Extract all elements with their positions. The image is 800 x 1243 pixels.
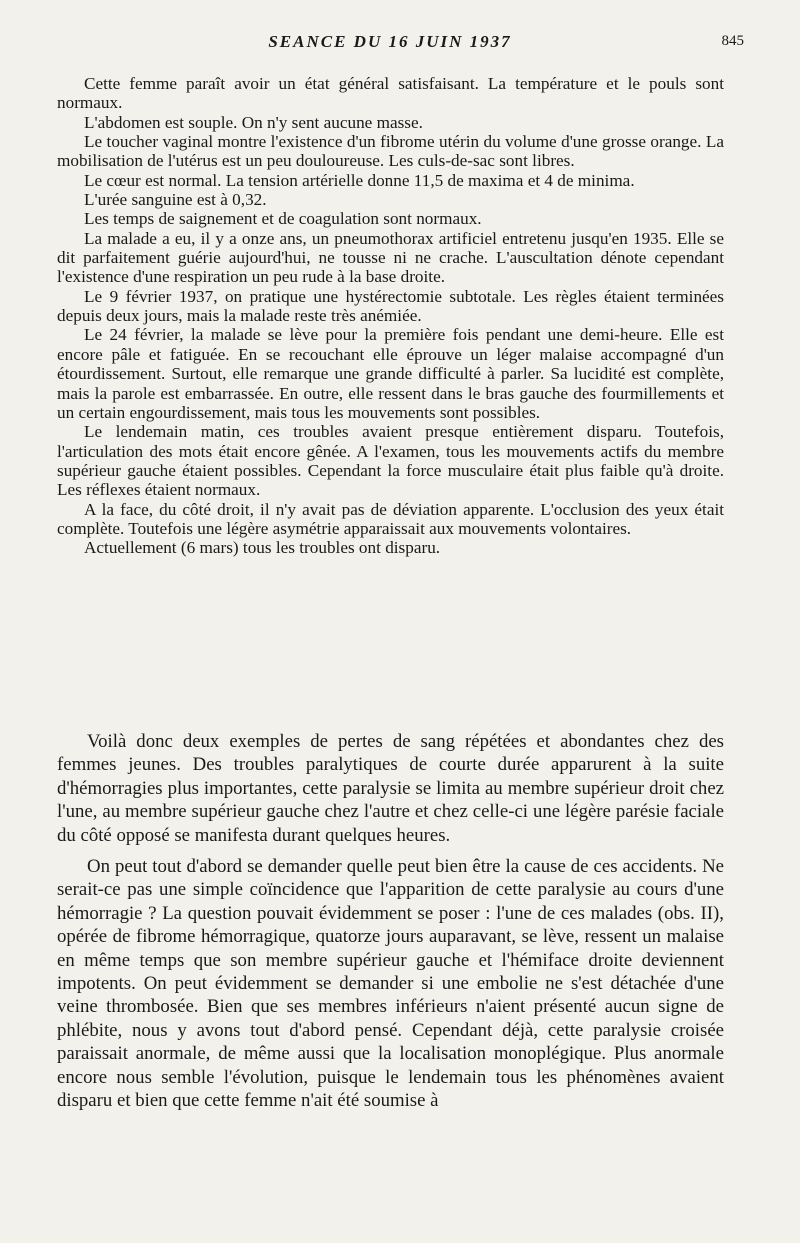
running-title: SEANCE DU 16 JUIN 1937 (268, 32, 512, 51)
case-paragraph: Le cœur est normal. La tension artérielle donne 11,5 de maxima et 4 de minima. (84, 170, 635, 190)
case-report-section (57, 74, 724, 558)
case-paragraph: Le 9 février 1937, on pratique une hystérectomie subtotale. Les règles étaient terminées depuis deux jours, mais la malade reste très anémiée. (57, 286, 724, 326)
case-paragraph: Le lendemain matin, ces troubles avaient presque entièrement disparu. Toutefois, l'articulation des mots était encore gênée. A l'examen, tous les mouvements actifs du membre supérieur gauche étaient possibles. Cependant la force musculaire était plus faible qu'à droite. Les réflexes étaient normaux. (57, 422, 724, 500)
discussion-paragraph: On peut tout d'abord se demander quelle peut bien être la cause de ces accidents. Ne serait-ce pas une simple coïncidence que l'apparition de cette paralysie au cours d'une hémorragie ? La question pouvait évidemment se poser : l'une de ces malades (obs. II), opérée de fibrome hémorragique, quatorze jours auparavant, se lève, ressent un malaise en même temps que son membre supérieur gauche et l'hémiface droite deviennent impotents. On peut évidemment se demander si une embolie ne s'est détachée d'une veine thrombosée. Bien que ses membres inférieurs n'aient présenté aucun signe de phlébite, nous y avons tout d'abord pensé. Cependant déjà, cette paralysie croisée paraissait anormale, de même aussi que la localisation monoplégique. Plus anormale encore nous semble l'évolution, puisque le lendemain tous les phénomènes avaient disparu et bien que cette femme n'ait été soumise à (57, 856, 724, 1112)
case-paragraph: Le toucher vaginal montre l'existence d'un fibrome utérin du volume d'une grosse orange. La mobilisation de l'utérus est un peu douloureuse. Les culs-de-sac sont libres. (57, 132, 724, 171)
discussion-section (57, 730, 724, 1113)
case-paragraph: La malade a eu, il y a onze ans, un pneumothorax artificiel entretenu jusqu'en 1935. Elle se dit parfaitement guérie aujourd'hui, ne tousse ni ne crache. L'auscultation dénote cependant l'existence d'une respiration un peu rude à la base droite. (57, 228, 724, 287)
page-number: 845 (721, 33, 744, 49)
case-paragraph: L'urée sanguine est à 0,32. (84, 190, 267, 210)
case-paragraph: Cette femme paraît avoir un état général satisfaisant. La température et le pouls sont normaux. (57, 74, 724, 113)
running-header (0, 32, 800, 56)
case-paragraph: A la face, du côté droit, il n'y avait pas de déviation apparente. L'occlusion des yeux était complète. Toutefois une légère asymétrie apparaissait aux mouvements volontaires. (57, 499, 724, 538)
discussion-paragraph: Voilà donc deux exemples de pertes de sang répétées et abondantes chez des femmes jeunes. Des troubles paralytiques de courte durée apparurent à la suite d'hémorragies plus importantes, cette paralysie se limita au membre supérieur droit chez l'une, au membre supérieur gauche chez l'autre et chez celle-ci une légère parésie faciale du côté opposé se manifesta durant quelques heures. (57, 731, 724, 846)
case-paragraph: L'abdomen est souple. On n'y sent aucune masse. (84, 112, 423, 132)
case-paragraph: Actuellement (6 mars) tous les troubles ont disparu. (84, 538, 441, 558)
case-paragraph: Le 24 février, la malade se lève pour la première fois pendant une demi-heure. Elle est encore pâle et fatiguée. En se recouchant elle éprouve un léger malaise accompagné d'un étourdissement. Surtout, elle remarque une grande difficulté à parler. Sa lucidité est complète, mais la parole est embarrassée. En outre, elle ressent dans le bras gauche des fourmillements et un certain engourdissement, mais tous les mouvements sont possibles. (57, 325, 724, 422)
case-paragraph: Les temps de saignement et de coagulation sont normaux. (84, 209, 482, 229)
